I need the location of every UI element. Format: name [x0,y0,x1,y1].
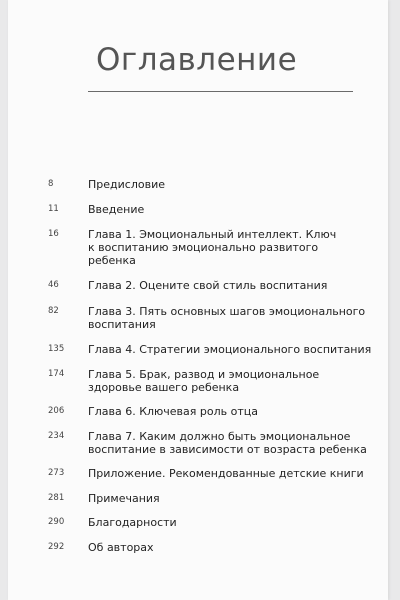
entry-line: Глава 3. Пять основных шагов эмоционального [88,305,366,318]
entry-title [88,492,368,505]
entry-line: Глава 2. Оцените свой стиль воспитания [88,279,328,292]
entry-line: Примечания [88,492,160,505]
entry-title [88,430,368,456]
entry-title [88,228,368,267]
entry-line: Глава 1. Эмоциональный интеллект. Ключ [88,228,337,241]
entry-line: Приложение. Рекомендованные детские книги [88,467,364,480]
page-number: 290 [48,517,65,527]
entry-title [88,203,368,216]
entry-line: здоровье вашего ребенка [88,381,240,394]
entry-title [88,467,368,480]
entry-line: Глава 4. Стратегии эмоционального воспитания [88,343,372,356]
title-underline [88,91,353,92]
entry-line: Глава 5. Брак, развод и эмоциональное [88,368,320,381]
page-number: 206 [48,406,65,416]
entry-title [88,343,372,356]
entry-line: воспитание в зависимости от возраста ребенка [88,443,367,456]
entry-title [88,405,368,418]
page-number: 82 [48,306,59,316]
entry-line: ребенка [88,254,136,267]
page-number: 281 [48,493,65,503]
entry-line: Глава 7. Каким должно быть эмоциональное [88,430,351,443]
book-page [8,0,388,600]
entry-title [88,368,368,394]
entry-line: Предисловие [88,178,165,191]
page-number: 273 [48,468,65,478]
page-number: 16 [48,229,59,239]
entry-line: Благодарности [88,516,177,529]
entry-line: Глава 6. Ключевая роль отца [88,405,258,418]
entry-title [88,516,368,529]
entry-line: воспитания [88,318,156,331]
entry-title [88,279,368,292]
entry-title [88,305,368,331]
entry-title [88,541,368,554]
page-number: 174 [48,369,65,379]
page-number: 234 [48,431,65,441]
page-number: 11 [48,204,59,214]
page-number: 46 [48,280,59,290]
entry-line: Введение [88,203,145,216]
toc-title: Оглавление [96,42,298,78]
entry-line: к воспитанию эмоционально развитого [88,241,319,254]
page-number: 8 [48,179,54,189]
entry-title [88,178,368,191]
entry-line: Об авторах [88,541,154,554]
page-number: 292 [48,542,65,552]
page-number: 135 [48,344,65,354]
